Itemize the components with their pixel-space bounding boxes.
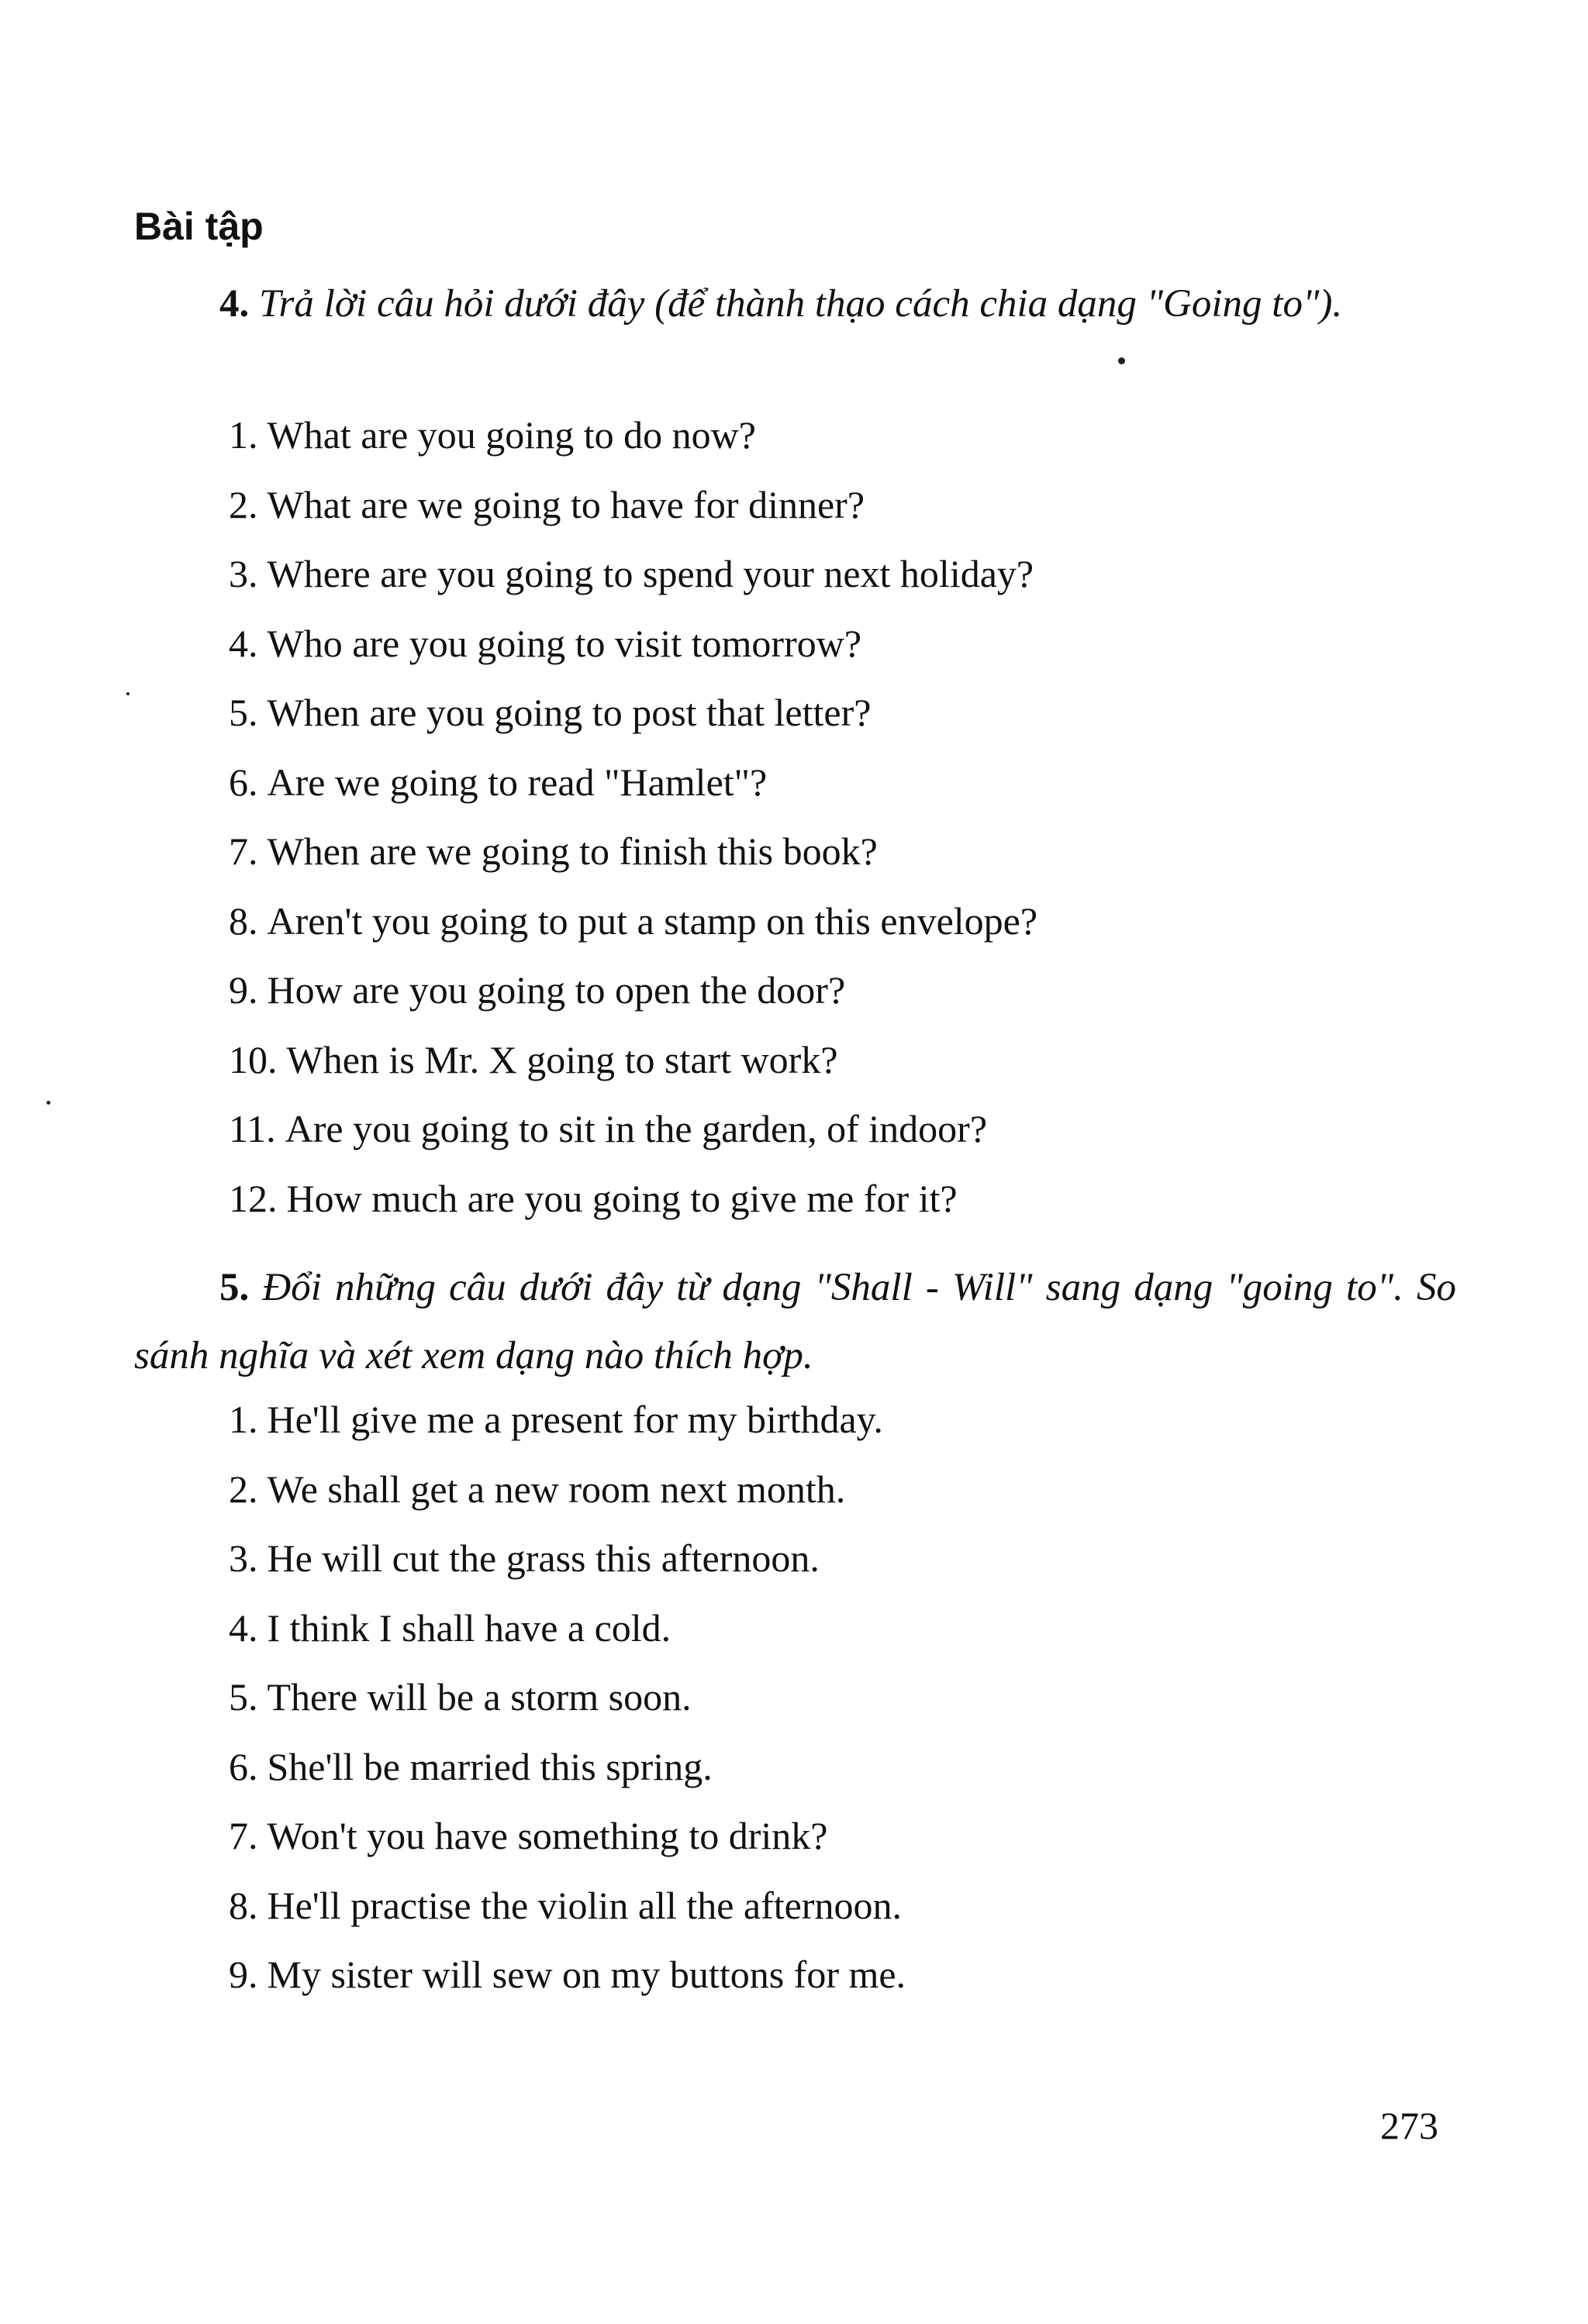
exercise-4-instruction-text: Trả lời câu hỏi dưới đây (để thành thạo cách chia dạng "Going to"). [259,282,1343,326]
item-text: My sister will sew on my buttons for me. [267,1953,906,1996]
list-item [229,748,1037,818]
item-text: Where are you going to spend your next holiday? [267,552,1034,595]
item-text: Are we going to read "Hamlet"? [267,760,768,804]
list-item [229,1164,1037,1234]
exercise-5-instruction [134,1253,1456,1390]
scan-speck [47,1101,50,1105]
list-item [229,678,1037,748]
item-text: There will be a storm soon. [267,1675,692,1719]
scan-speck [126,692,129,695]
item-number: 1. [229,1398,258,1441]
item-text: Are you going to sit in the garden, of indoor? [285,1107,988,1150]
item-number: 4. [229,621,258,665]
item-text: When is Mr. X going to start work? [286,1037,838,1081]
exercise-5-number: 5. [219,1266,250,1309]
item-text: How much are you going to give me for it? [286,1176,958,1220]
item-text: He'll give me a present for my birthday. [267,1398,883,1441]
item-number: 4. [229,1605,258,1650]
list-item [229,1385,906,1455]
page-number: 273 [1380,2104,1438,2147]
item-text: Aren't you going to put a stamp on this envelope? [267,898,1038,943]
section-heading: Bài tập [134,205,264,248]
item-text: He will cut the grass this afternoon. [267,1536,820,1580]
item-number: 6. [229,760,258,804]
exercise-5-sentence-list [229,1385,906,2010]
item-text: He'll practise the violin all the afternoon. [267,1883,902,1927]
item-text: When are we going to finish this book? [267,829,878,873]
item-text: When are you going to post that letter? [267,691,872,734]
item-number: 8. [229,1883,258,1927]
item-number: 7. [229,1814,258,1857]
exercise-4-question-list [229,401,1037,1233]
item-number: 5. [229,1675,258,1719]
list-item [229,1802,906,1871]
item-number: 3. [229,1536,258,1580]
list-item [229,817,1037,887]
item-number: 2. [229,482,258,526]
exercise-5-instruction-text: Đổi những câu dưới đây từ dạng "Shall - Will" sang dạng "going to". So sánh nghĩa và xét xem dạng nào thích hợp. [134,1266,1456,1378]
item-number: 7. [229,829,258,873]
list-item [229,1594,906,1664]
item-number: 12. [229,1176,278,1220]
exercise-4-number: 4. [219,282,250,326]
list-item [229,471,1037,540]
list-item [229,1871,906,1941]
exercise-4-instruction [134,270,1456,338]
item-number: 5. [229,691,258,734]
item-number: 1. [229,413,258,457]
list-item [229,1524,906,1594]
item-number: 3. [229,552,258,595]
item-text: She'll be married this spring. [267,1744,713,1788]
list-item [229,1733,906,1802]
item-text: Who are you going to visit tomorrow? [267,621,862,665]
item-number: 8. [229,898,258,943]
item-number: 10. [229,1037,278,1081]
list-item [229,1455,906,1525]
scan-speck [1118,357,1125,364]
item-text: What are we going to have for dinner? [267,482,865,526]
item-text: How are you going to open the door? [267,968,846,1012]
list-item [229,956,1037,1026]
item-number: 2. [229,1467,258,1511]
list-item [229,887,1037,957]
list-item [229,540,1037,609]
item-number: 9. [229,968,258,1012]
item-number: 6. [229,1744,258,1788]
item-text: I think I shall have a cold. [267,1605,671,1650]
item-text: Won't you have something to drink? [267,1814,828,1857]
list-item [229,401,1037,471]
list-item [229,1940,906,2010]
item-number: 9. [229,1953,258,1996]
list-item [229,609,1037,679]
list-item [229,1095,1037,1164]
list-item [229,1026,1037,1095]
item-text: What are you going to do now? [267,413,756,457]
list-item [229,1663,906,1733]
item-text: We shall get a new room next month. [267,1467,846,1511]
item-number: 11. [229,1107,276,1150]
